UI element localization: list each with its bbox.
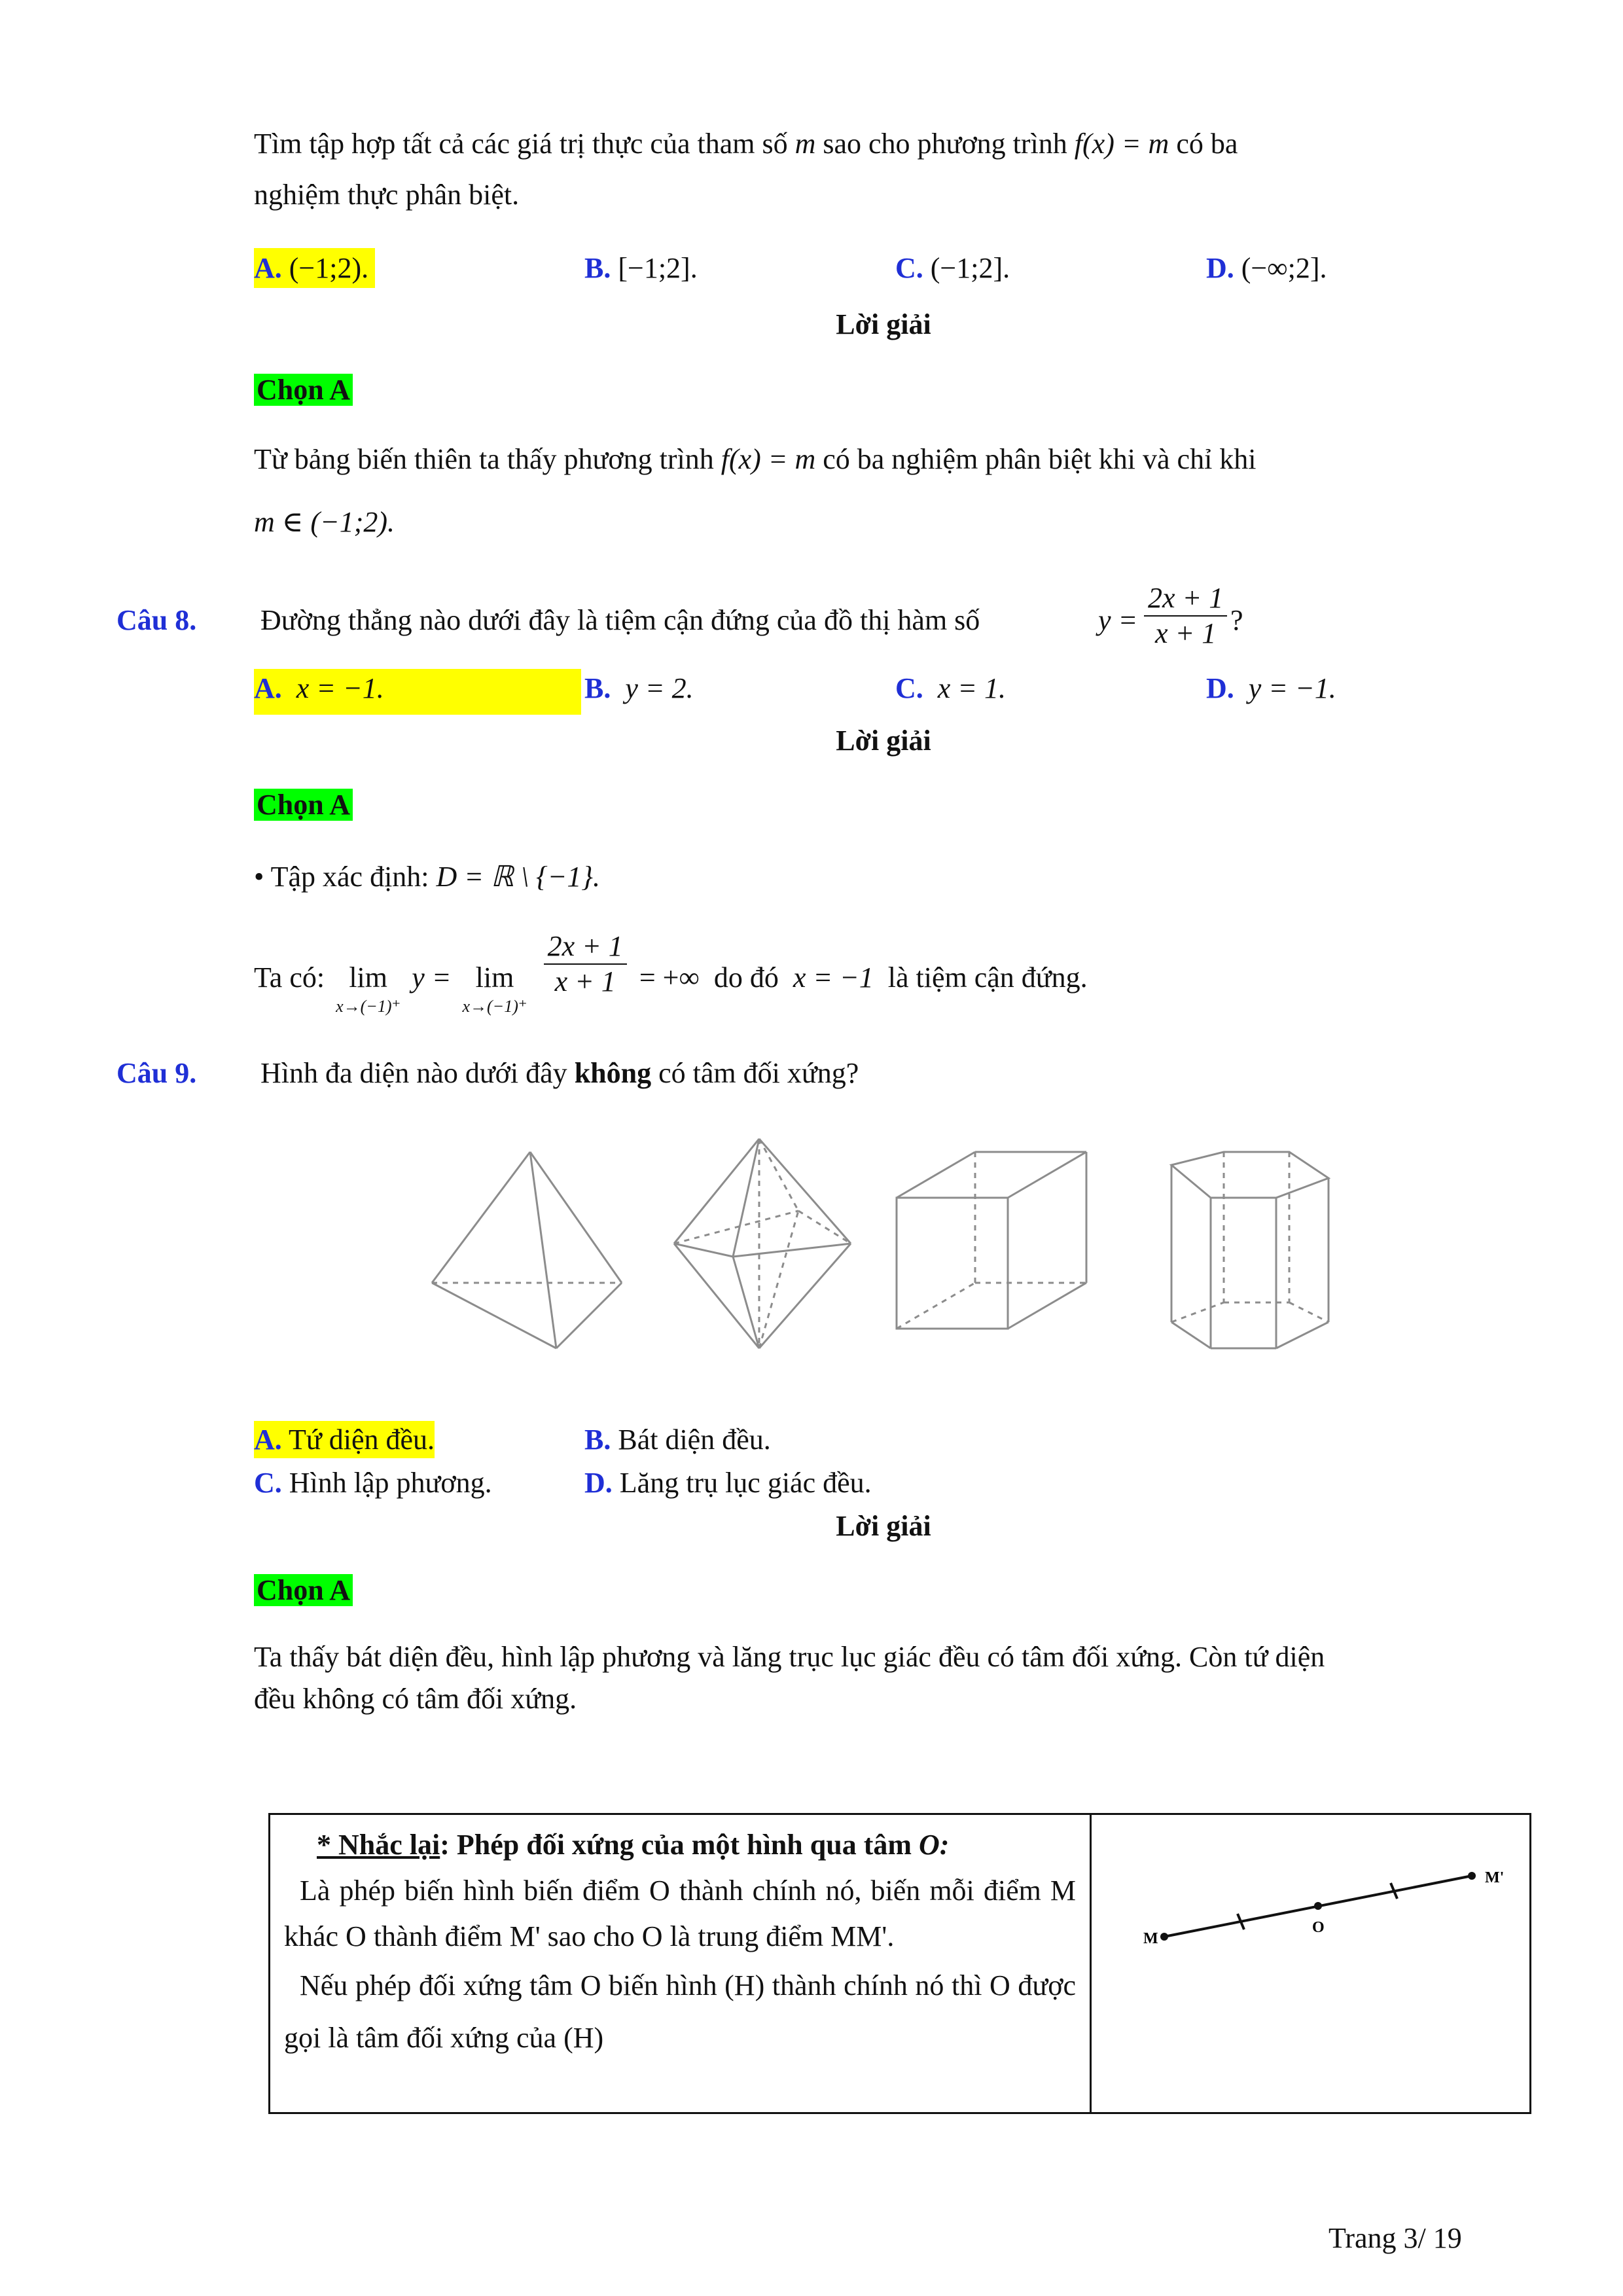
q9-option-d: D. Lăng trụ lục giác đều. <box>584 1467 872 1499</box>
q9-choice: Chọn A <box>254 1571 353 1610</box>
q7-option-a: A. (−1;2). <box>254 249 375 288</box>
page-number: Trang 3/ 19 <box>1329 2222 1462 2254</box>
q8-text: Đường thẳng nào dưới đây là tiệm cận đứng của đồ thị hàm số <box>260 604 980 636</box>
q7-option-c: C. (−1;2]. <box>895 252 1010 284</box>
q8-limit-line: Ta có: lim x→(−1)⁺ y = lim x→(−1)⁺ $\frac{2x + 1}{x + 1}$ = +∞ do đó x = −1 là tiệm cận đứng. <box>254 930 1088 1016</box>
q7-line2: nghiệm thực phân biệt. <box>254 179 520 211</box>
point-o-marker <box>1314 1902 1322 1910</box>
cube-shape <box>897 1152 1086 1329</box>
label-m: M <box>1143 1930 1158 1947</box>
hexagonal-prism-shape <box>1171 1152 1329 1348</box>
q8-option-d: D. y = −1. <box>1206 672 1336 704</box>
label-m-prime: M' <box>1485 1869 1505 1886</box>
q8-option-c: C. x = 1. <box>895 672 1007 704</box>
point-symmetry-figure <box>1092 1816 1524 2104</box>
q9-explanation-line2: đều không có tâm đối xứng. <box>254 1683 577 1715</box>
q9-option-a: A. Tứ diện đều. <box>254 1420 435 1460</box>
q7-explanation-line2: m ∈ (−1;2). <box>254 506 395 538</box>
recall-box <box>268 1813 1531 2114</box>
q9-solution-title: Lời giải <box>836 1510 931 1542</box>
point-m-prime-marker <box>1468 1872 1476 1880</box>
octahedron-shape <box>674 1139 851 1348</box>
label-o: O <box>1312 1919 1325 1936</box>
q7-explanation-line1: Từ bảng biến thiên ta thấy phương trình f(x) = m có ba nghiệm phân biệt khi và chỉ khi <box>254 443 1257 475</box>
recall-figure-cell <box>1091 1814 1531 2113</box>
q9-label: Câu 9. <box>116 1057 197 1089</box>
point-m-marker <box>1160 1933 1168 1941</box>
q9-explanation-line1: Ta thấy bát diện đều, hình lập phương và lăng trục lục giác đều có tâm đối xứng. Còn tứ diện <box>254 1641 1325 1673</box>
q8-y-eq: y = <box>1098 604 1138 636</box>
polyhedra-figure <box>419 1126 1361 1374</box>
q8-solution-title: Lời giải <box>836 725 931 757</box>
q8-label: Câu 8. <box>116 604 197 636</box>
recall-title: * Nhắc lại: Phép đối xứng của một hình qua tâm O: <box>317 1829 950 1861</box>
q8-fraction: $\frac{2x + 1}{x + 1}$ <box>1144 581 1227 651</box>
q7-choice: Chọn A <box>254 370 353 410</box>
q9-option-c: C. Hình lập phương. <box>254 1467 492 1499</box>
recall-text-cell <box>270 1814 1091 2113</box>
q8-domain-line: • Tập xác định: D = ℝ \ {−1}. <box>254 861 600 893</box>
q8-option-b: B. y = 2. <box>584 672 694 704</box>
q9-option-b: B. Bát diện đều. <box>584 1424 771 1456</box>
q7-line1: Tìm tập hợp tất cả các giá trị thực của tham số m sao cho phương trình f(x) = m có ba <box>254 128 1238 160</box>
q9-text: Hình đa diện nào dưới đây không có tâm đối xứng? <box>260 1057 859 1089</box>
q8-choice: Chọn A <box>254 785 353 825</box>
q8-qmark: ? <box>1230 604 1243 636</box>
q7-solution-title: Lời giải <box>836 308 931 340</box>
q8-option-a: A. x = −1. <box>254 669 581 715</box>
q7-option-b: B. [−1;2]. <box>584 252 698 284</box>
tetrahedron-shape <box>432 1152 622 1348</box>
recall-paragraph-2: Nếu phép đối xứng tâm O biến hình (H) thành chính nó thì O được gọi là tâm đối xứng của (H) <box>284 1969 1076 2054</box>
recall-paragraph-1: Là phép biến hình biến điểm O thành chính nó, biến mỗi điểm M khác O thành điểm M' sao cho O là trung điểm MM'. <box>284 1874 1076 1952</box>
q7-option-d: D. (−∞;2]. <box>1206 252 1327 284</box>
